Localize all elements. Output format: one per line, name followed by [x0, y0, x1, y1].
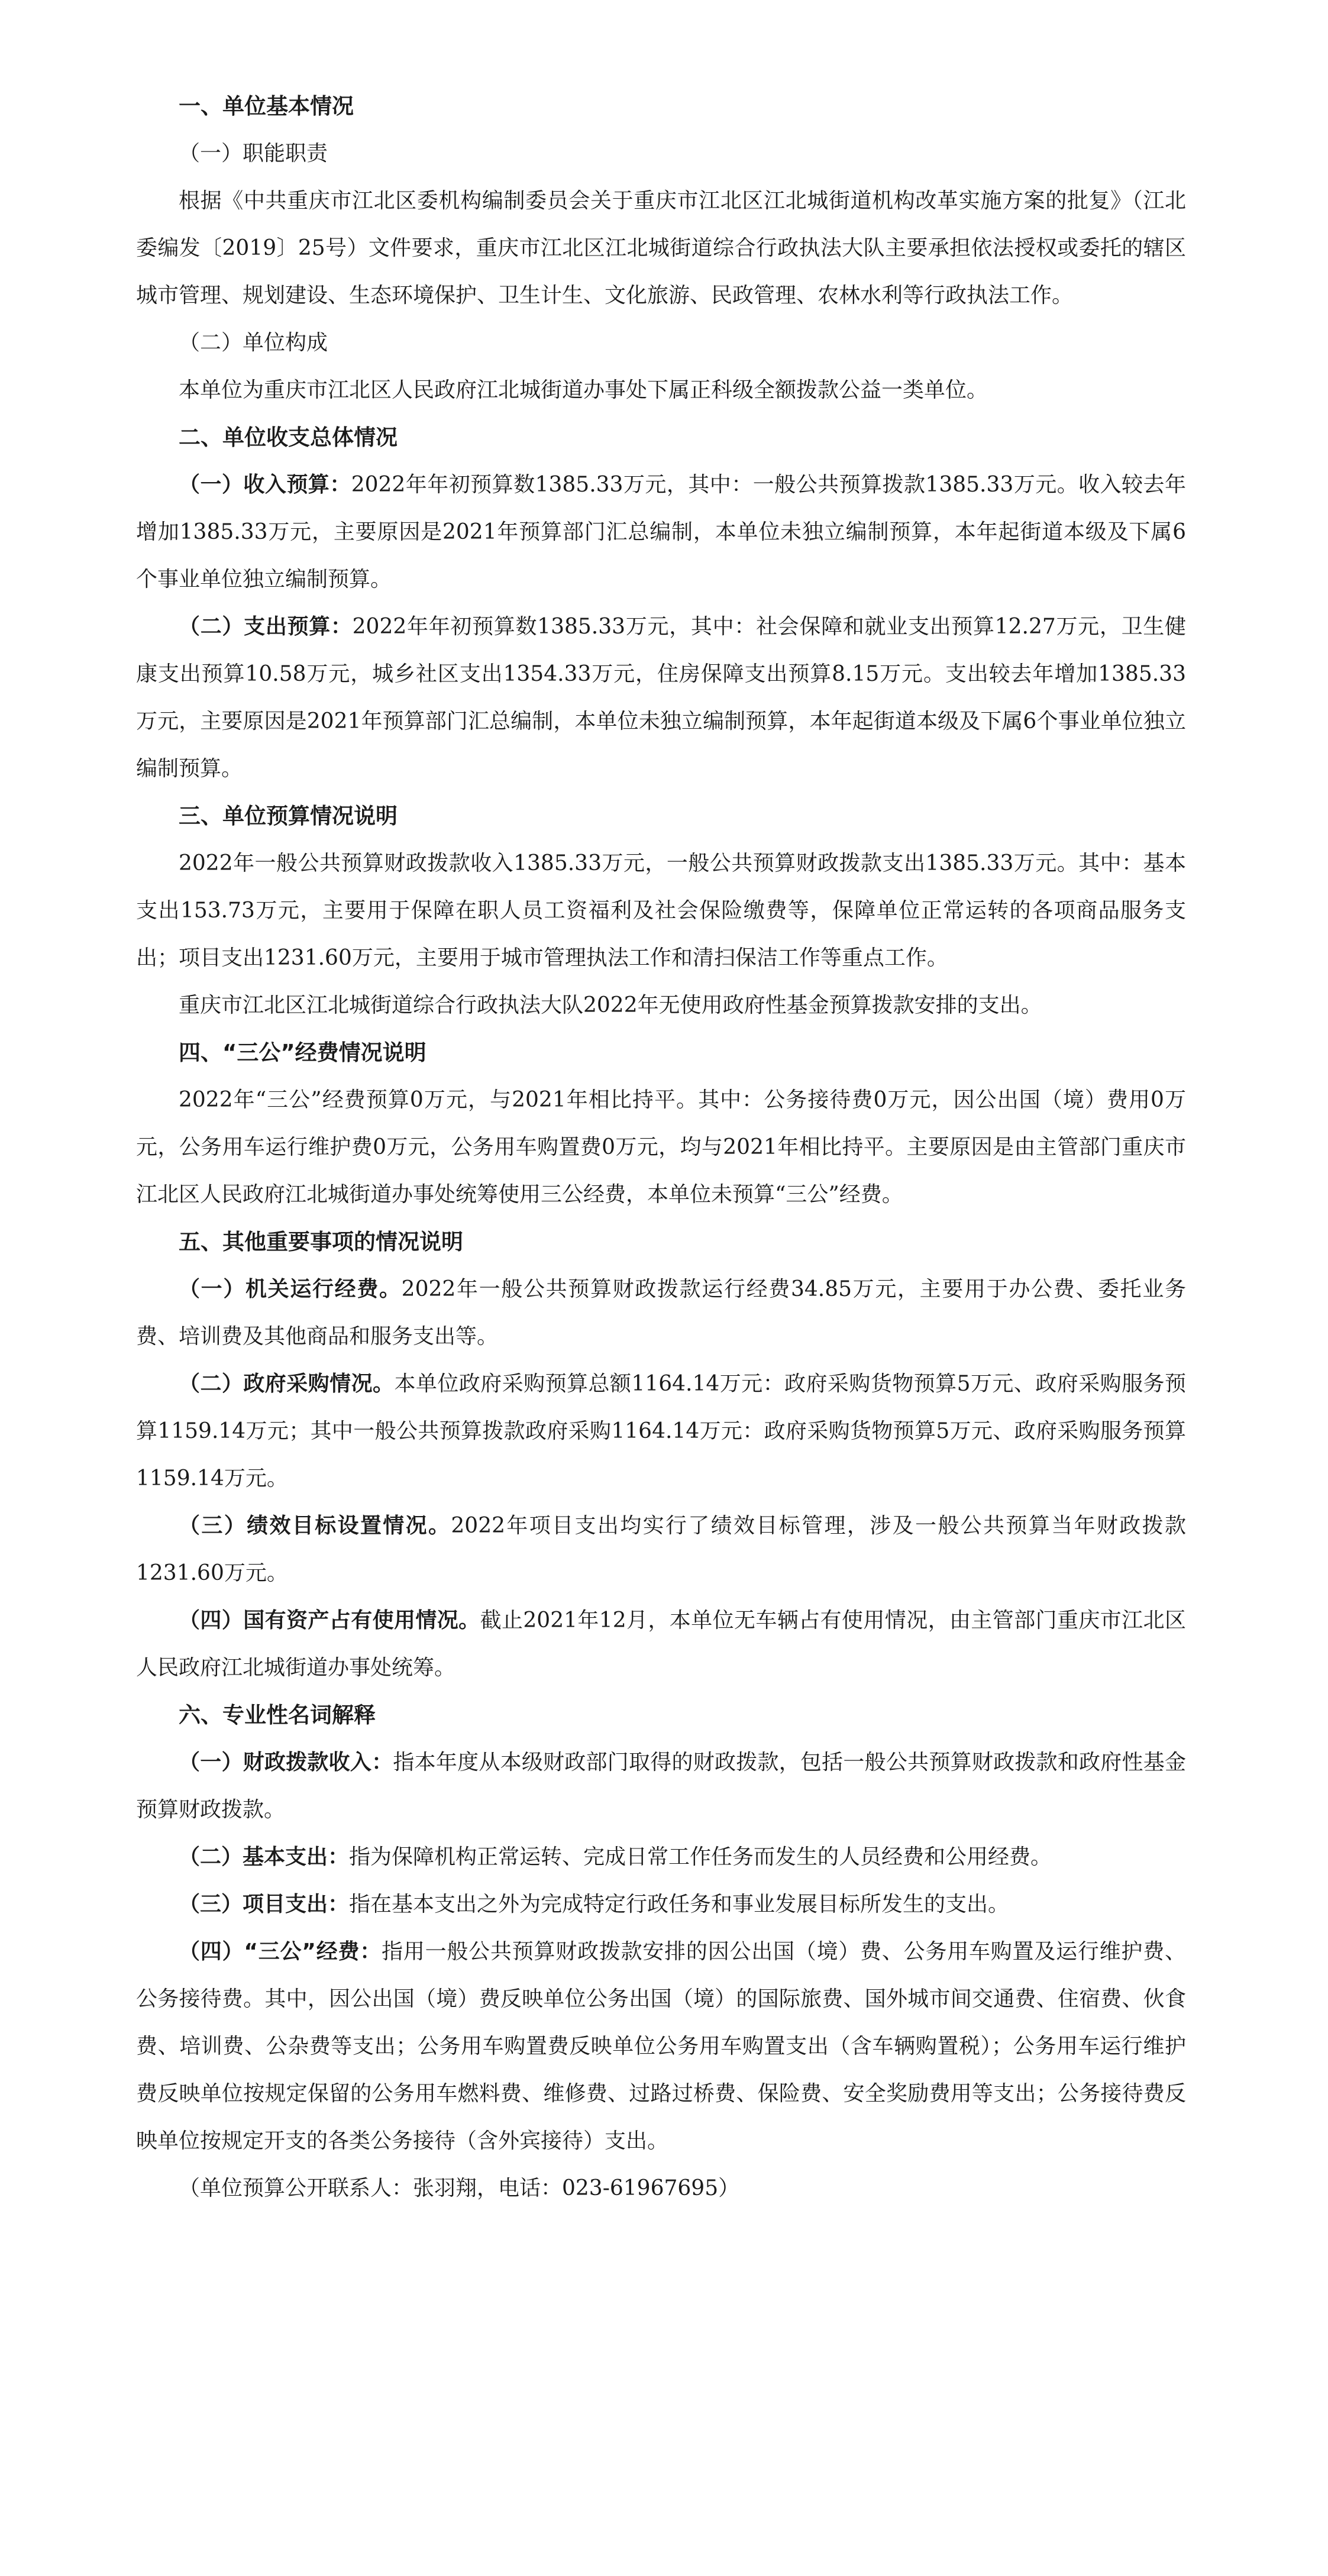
performance-text: 2022年项目支出均实行了绩效目标管理，涉及一般公共预算当年财政拨款1231.60万元。 [136, 1514, 1186, 1585]
operating-funds-paragraph [136, 1266, 1186, 1360]
section-3-paragraph-2: 重庆市江北区江北城街道综合行政执法大队2022年无使用政府性基金预算拨款安排的支出。 [179, 993, 1042, 1017]
glossary-basic-expense-text: 指为保障机构正常运转、完成日常工作任务而发生的人员经费和公用经费。 [349, 1845, 1052, 1869]
section-3-paragraph-1: 2022年一般公共预算财政拨款收入1385.33万元，一般公共预算财政拨款支出1385.33万元。其中：基本支出153.73万元，主要用于保障在职人员工资福利及社会保险缴费等，保障单位正常运转的各项商品服务支出；项目支出1231.60万元，主要用于城市管理执法工作和清扫保洁工作等重点工作。 [136, 851, 1186, 970]
performance-label: （三）绩效目标设置情况。 [179, 1514, 451, 1538]
assets-paragraph [136, 1597, 1186, 1692]
glossary-three-public-text: 指用一般公共预算财政拨款安排的因公出国（境）费、公务用车购置及运行维护费、公务接待费。其中，因公出国（境）费反映单位公务出国（境）的国际旅费、国外城市间交通费、住宿费、伙食费、培训费、公杂费等支出；公务用车购置费反映单位公务用车购置支出（含车辆购置税）；公务用车运行维护费反映单位按规定保留的公务用车燃料费、维修费、过路过桥费、保险费、安全奖励费用等支出；公务接待费反映单位按规定开支的各类公务接待（含外宾接待）支出。 [136, 1940, 1186, 2153]
glossary-three-public-label: （四）“三公”经费： [179, 1940, 382, 1964]
section-1-subtitle-duties: （一）职能职责 [179, 141, 328, 166]
glossary-fiscal-income [136, 1739, 1186, 1834]
glossary-basic-expense-label: （二）基本支出： [179, 1845, 350, 1869]
income-budget-text: 2022年年初预算数1385.33万元，其中：一般公共预算拨款1385.33万元。收入较去年增加1385.33万元，主要原因是2021年预算部门汇总编制，本单位未独立编制预算，本年起街道本级及下属6个事业单位独立编制预算。 [136, 473, 1186, 592]
section-3-title: 三、单位预算情况说明 [179, 803, 398, 829]
expense-budget-label: （二）支出预算： [179, 615, 353, 639]
assets-text: 截止2021年12月，本单位无车辆占有使用情况，由主管部门重庆市江北区人民政府江北城街道办事处统筹。 [136, 1608, 1186, 1680]
expense-budget-text: 2022年年初预算数1385.33万元，其中：社会保障和就业支出预算12.27万元，卫生健康支出预算10.58万元，城乡社区支出1354.33万元，住房保障支出预算8.15万元。支出较去年增加1385.33万元，主要原因是2021年预算部门汇总编制，本单位未独立编制预算，本年起街道本级及下属6个事业单位独立编制预算。 [136, 615, 1186, 781]
procurement-text: 本单位政府采购预算总额1164.14万元：政府采购货物预算5万元、政府采购服务预算1159.14万元；其中一般公共预算拨款政府采购1164.14万元：政府采购货物预算5万元、政府采购服务预算1159.14万元。 [136, 1372, 1186, 1491]
performance-paragraph [136, 1502, 1186, 1597]
glossary-project-expense-label: （三）项目支出： [179, 1892, 350, 1916]
glossary-three-public [136, 1928, 1186, 2165]
section-4-paragraph: 2022年“三公”经费预算0万元，与2021年相比持平。其中：公务接待费0万元，因公出国（境）费用0万元，公务用车运行维护费0万元，公务用车购置费0万元，均与2021年相比持平。主要原因是由主管部门重庆市江北区人民政府江北城街道办事处统筹使用三公经费，本单位未预算“三公”经费。 [136, 1088, 1186, 1207]
section-4-title: 四、“三公”经费情况说明 [179, 1040, 426, 1065]
assets-label: （四）国有资产占有使用情况。 [179, 1608, 480, 1633]
glossary-basic-expense [136, 1834, 1186, 1881]
section-1-composition-text: 本单位为重庆市江北区人民政府江北城街道办事处下属正科级全额拨款公益一类单位。 [179, 378, 988, 402]
section-1-duties-text: 根据《中共重庆市江北区委机构编制委员会关于重庆市江北区江北城街道机构改革实施方案的批复》（江北委编发〔2019〕25号）文件要求，重庆市江北区江北城街道综合行政执法大队主要承担依法授权或委托的辖区城市管理、规划建设、生态环境保护、卫生计生、文化旅游、民政管理、农林水利等行政执法工作。 [136, 189, 1186, 308]
income-budget-paragraph [136, 461, 1186, 603]
section-1-title: 一、单位基本情况 [179, 93, 354, 119]
glossary-fiscal-income-text: 指本年度从本级财政部门取得的财政拨款，包括一般公共预算财政拨款和政府性基金预算财政拨款。 [136, 1750, 1186, 1822]
operating-funds-text: 2022年一般公共预算财政拨款运行经费34.85万元，主要用于办公费、委托业务费、培训费及其他商品和服务支出等。 [136, 1277, 1186, 1349]
contact-line: （单位预算公开联系人：张羽翔，电话：023-61967695） [179, 2176, 740, 2200]
glossary-fiscal-income-label: （一）财政拨款收入： [179, 1750, 393, 1775]
section-5-title: 五、其他重要事项的情况说明 [179, 1229, 463, 1255]
glossary-project-expense [136, 1881, 1186, 1928]
procurement-label: （二）政府采购情况。 [179, 1372, 395, 1396]
expense-budget-paragraph [136, 603, 1186, 793]
section-2-title: 二、单位收支总体情况 [179, 425, 398, 450]
operating-funds-label: （一）机关运行经费。 [179, 1277, 402, 1301]
procurement-paragraph [136, 1360, 1186, 1502]
section-6-title: 六、专业性名词解释 [179, 1702, 376, 1728]
section-1-subtitle-composition: （二）单位构成 [179, 331, 328, 355]
glossary-project-expense-text: 指在基本支出之外为完成特定行政任务和事业发展目标所发生的支出。 [349, 1892, 1010, 1916]
income-budget-label: （一）收入预算： [179, 473, 351, 497]
